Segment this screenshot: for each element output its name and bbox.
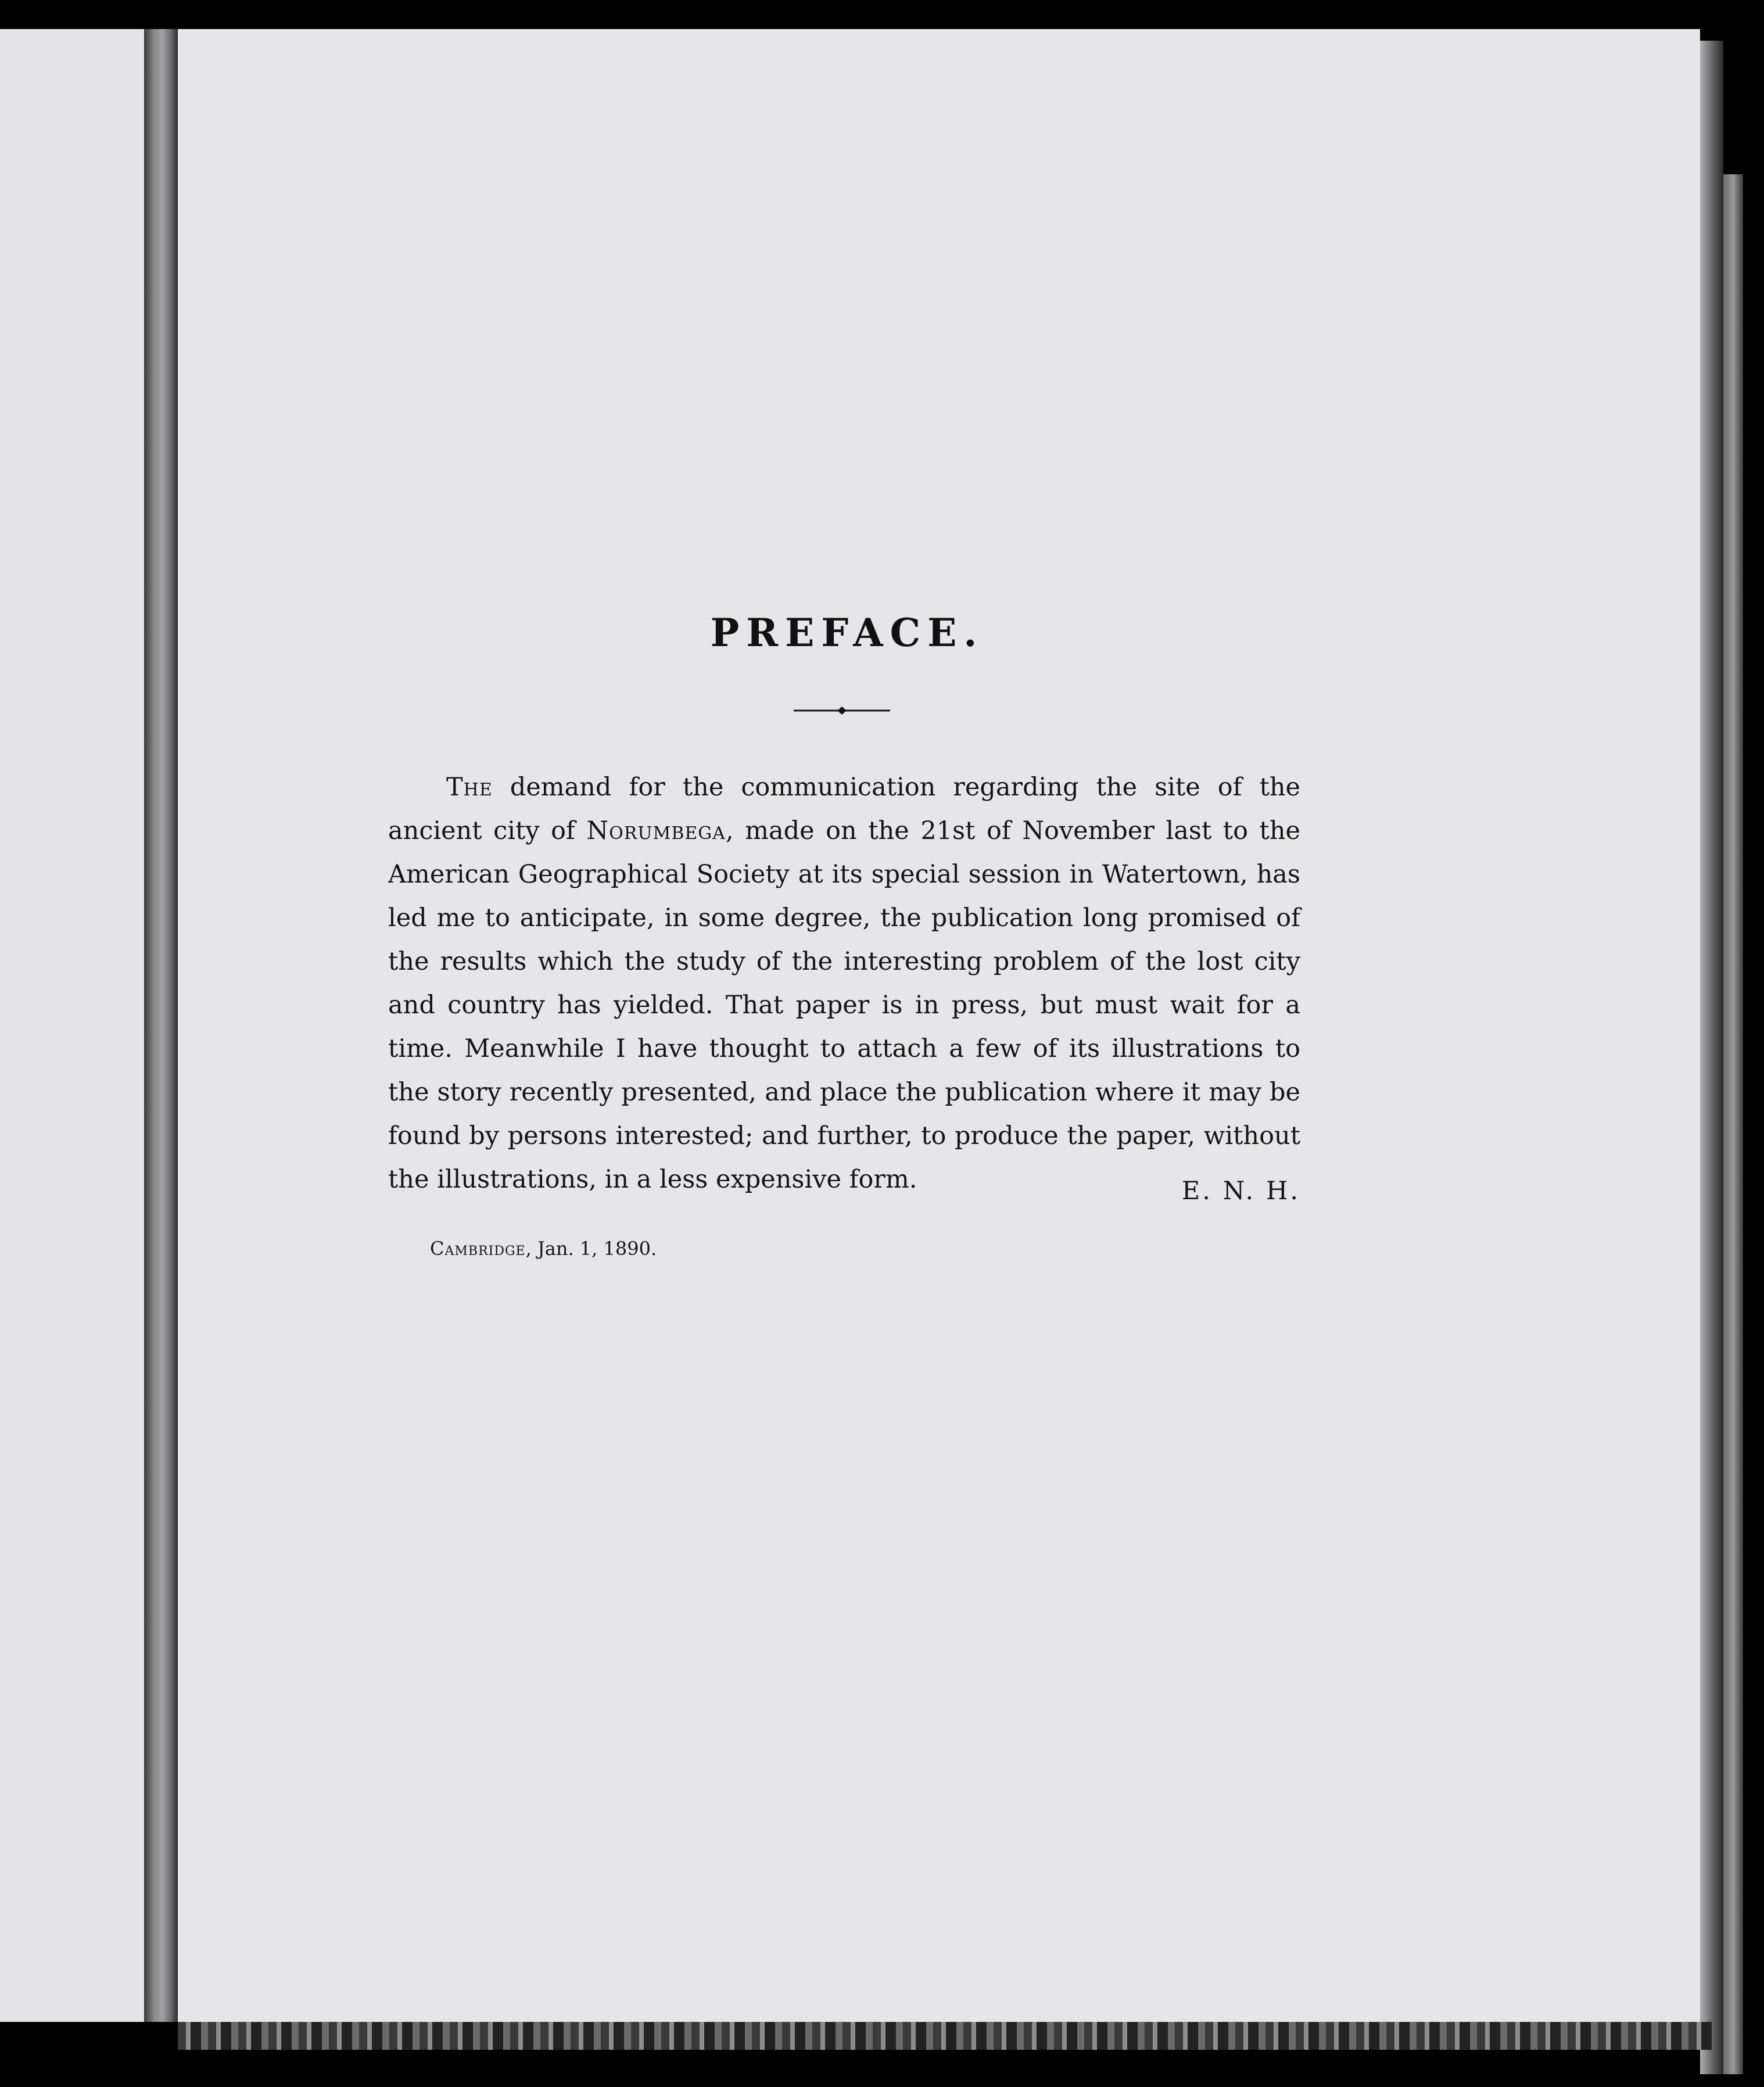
page-bottom-edge [178, 2022, 1712, 2050]
author-initials: E. N. H. [1181, 1177, 1300, 1206]
page-title: PREFACE. [710, 610, 984, 655]
dateline-date: , Jan. 1, 1890. [525, 1238, 657, 1260]
page-stack-edge [1723, 174, 1743, 2074]
dateline [430, 1238, 657, 1260]
left-page-edge [0, 29, 144, 2022]
page-right-edge [1700, 41, 1723, 2074]
place-name: Norumbega [586, 816, 726, 845]
paragraph-text-part-2: , made on the 21st of November last to the American Geographical Society at its special session in Watertown, has led me to anticipate, in some degree, the publication long promised of the results which the study of the interesting problem of the lost city and country has yielded. That paper is in press, but must wait for a time. Meanwhile I have thought to attach a few of its illustrations to the story recently presented, and place the publication where it may be found by persons interested; and further, to produce the paper, without the illustrations, in a less expensive form. [388, 816, 1300, 1194]
preface-paragraph [388, 766, 1300, 1202]
title-rule-ornament [794, 702, 890, 719]
paragraph-text-part-1: demand for the communication regarding the site of the ancient city of [388, 773, 1300, 845]
book-gutter [144, 29, 178, 2022]
opening-word: The [446, 773, 493, 802]
dateline-place: Cambridge [430, 1238, 526, 1260]
